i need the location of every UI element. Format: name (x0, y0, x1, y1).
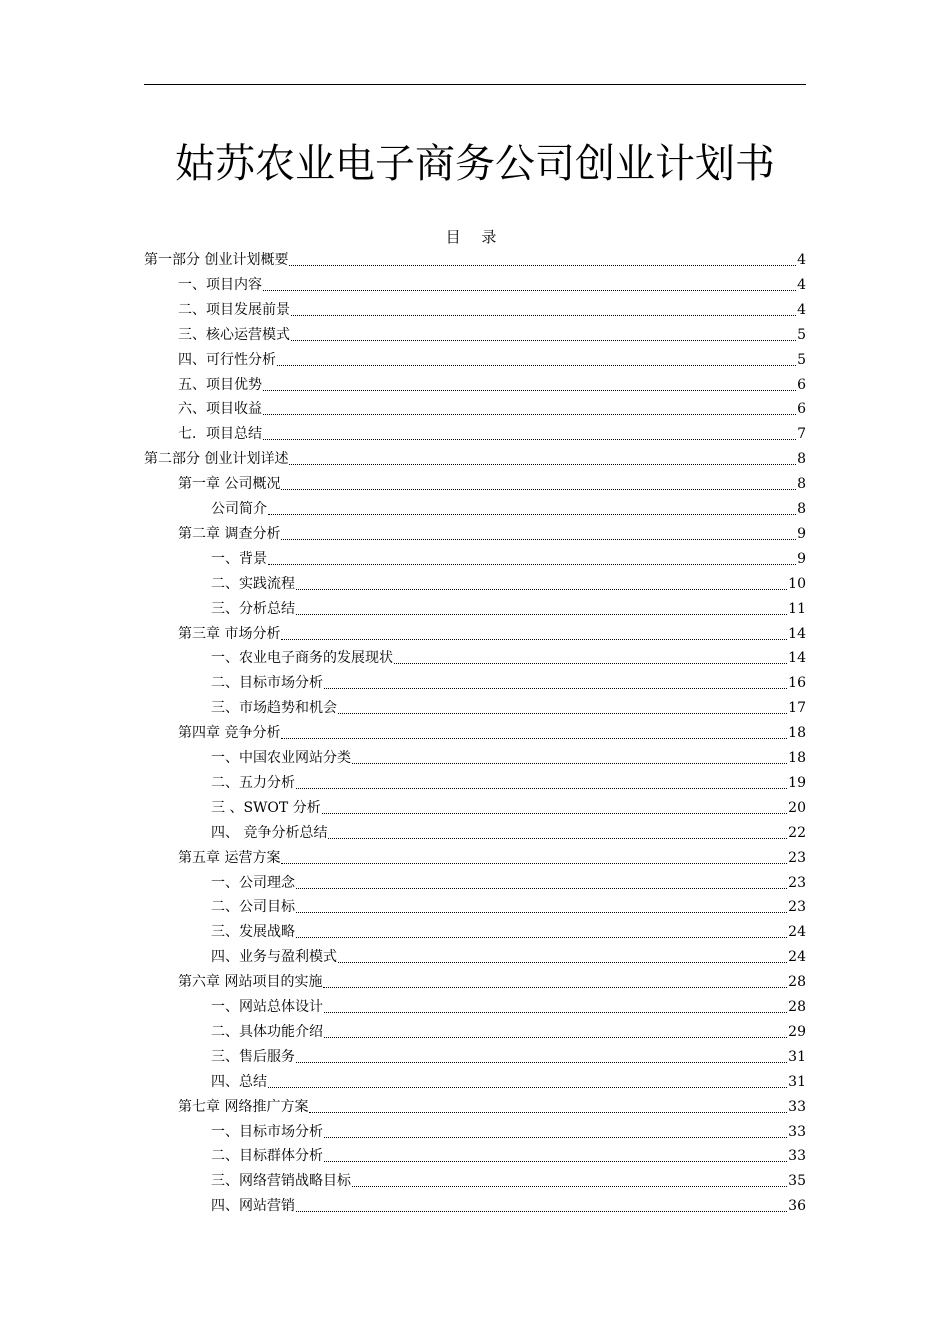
toc-dot-leader (268, 549, 796, 569)
toc-entry[interactable] (211, 599, 806, 619)
toc-dot-leader (281, 474, 796, 494)
toc-entry-page-number: 9 (797, 550, 806, 567)
toc-dot-leader (324, 997, 787, 1017)
toc-dot-leader (324, 1146, 787, 1166)
toc-entry-label: 二、具体功能介绍 (211, 1023, 323, 1040)
toc-entry-label: 第六章 网站项目的实施 (178, 974, 323, 991)
toc-entry-page-number: 8 (797, 476, 806, 493)
toc-dot-leader (352, 748, 787, 768)
toc-entry[interactable] (178, 300, 806, 320)
toc-entry[interactable] (211, 648, 806, 668)
toc-entry[interactable] (211, 748, 806, 768)
toc-entry-label: 第一部分 创业计划概要 (144, 252, 289, 268)
toc-dot-leader (324, 1122, 787, 1142)
toc-entry[interactable] (178, 723, 806, 743)
toc-entry-page-number: 29 (788, 1023, 806, 1040)
toc-entry-page-number: 28 (788, 974, 806, 991)
toc-entry-label: 第二章 调查分析 (178, 525, 281, 542)
toc-entry-label: 六、项目收益 (178, 401, 262, 418)
toc-entry-label: 第四章 竞争分析 (178, 725, 281, 742)
toc-entry-page-number: 4 (797, 301, 806, 318)
toc-entry-page-number: 4 (797, 252, 806, 268)
toc-entry-label: 第二部分 创业计划详述 (144, 451, 289, 468)
toc-heading: 目 录 (445, 228, 505, 246)
toc-dot-leader (281, 848, 787, 868)
toc-entry-label: 七．项目总结 (178, 426, 262, 443)
toc-entry[interactable] (178, 624, 806, 644)
toc-entry[interactable] (178, 1097, 806, 1117)
toc-dot-leader (291, 300, 796, 320)
toc-entry-page-number: 11 (788, 600, 806, 617)
toc-entry-page-number: 23 (788, 874, 806, 891)
toc-dot-leader (263, 399, 796, 419)
toc-entry[interactable] (211, 1047, 806, 1067)
toc-entry[interactable] (178, 524, 806, 544)
toc-entry-page-number: 33 (788, 1098, 806, 1115)
toc-dot-leader (296, 897, 787, 917)
toc-entry[interactable] (211, 1122, 806, 1142)
toc-entry[interactable] (211, 1072, 806, 1092)
toc-entry[interactable] (211, 1146, 806, 1166)
toc-entry-page-number: 9 (797, 525, 806, 542)
toc-entry[interactable] (178, 848, 806, 868)
toc-entry-label: 二、目标群体分析 (211, 1148, 323, 1165)
toc-entry[interactable] (211, 947, 806, 967)
toc-entry[interactable] (211, 873, 806, 893)
toc-dot-leader (309, 1097, 787, 1117)
toc-dot-leader (296, 873, 787, 893)
toc-entry-label: 第三章 市场分析 (178, 625, 281, 642)
toc-entry-page-number: 18 (788, 750, 806, 766)
toc-entry-page-number: 33 (788, 1123, 806, 1140)
toc-entry[interactable] (211, 922, 806, 942)
toc-entry-label: 三、发展战略 (211, 924, 295, 941)
toc-entry-label: 四、网站营销 (211, 1198, 295, 1215)
toc-entry-label: 一、中国农业网站分类 (211, 750, 351, 766)
toc-dot-leader (324, 1022, 787, 1042)
toc-dot-leader (296, 1047, 787, 1067)
toc-entry-label: 一、背景 (211, 550, 267, 567)
toc-dot-leader (394, 648, 787, 668)
toc-dot-leader (281, 723, 787, 743)
toc-entry-page-number: 31 (788, 1048, 806, 1065)
toc-entry[interactable] (211, 773, 806, 793)
toc-entry-page-number: 28 (788, 999, 806, 1015)
toc-entry-label: 二、实践流程 (211, 575, 295, 592)
toc-entry[interactable] (178, 972, 806, 992)
toc-entry-label: 二、公司目标 (211, 899, 295, 916)
toc-entry-page-number: 5 (797, 351, 806, 368)
toc-entry-page-number: 6 (797, 401, 806, 418)
toc-entry-page-number: 8 (797, 451, 806, 468)
toc-dot-leader (291, 325, 796, 345)
toc-entry-label: 三 、SWOT 分析 (211, 799, 321, 816)
toc-entry-label: 三、市场趋势和机会 (211, 700, 337, 717)
toc-dot-leader (352, 1171, 787, 1191)
toc-entry-label: 第五章 运营方案 (178, 849, 281, 866)
toc-entry-page-number: 4 (797, 276, 806, 293)
toc-entry-page-number: 16 (788, 675, 806, 692)
toc-entry[interactable] (211, 1196, 806, 1216)
toc-entry-label: 四、业务与盈利模式 (211, 949, 337, 966)
toc-entry-page-number: 14 (788, 625, 806, 642)
toc-dot-leader (263, 424, 796, 444)
toc-dot-leader (277, 350, 796, 370)
toc-entry-label: 三、核心运营模式 (178, 326, 290, 343)
toc-dot-leader (281, 624, 787, 644)
toc-entry-page-number: 14 (788, 650, 806, 667)
toc-dot-leader (263, 275, 796, 295)
toc-entry-page-number: 10 (788, 575, 806, 592)
toc-entry-label: 一、公司理念 (211, 874, 295, 891)
toc-entry-page-number: 17 (788, 700, 806, 717)
toc-dot-leader (338, 698, 787, 718)
toc-dot-leader (296, 599, 787, 619)
toc-dot-leader (296, 773, 787, 793)
toc-entry-page-number: 6 (797, 376, 806, 393)
toc-entry-page-number: 20 (788, 799, 806, 816)
toc-entry-label: 第一章 公司概况 (178, 476, 281, 493)
toc-dot-leader (289, 250, 796, 270)
toc-entry-page-number: 18 (788, 725, 806, 742)
toc-entry[interactable] (178, 350, 806, 370)
toc-entry-page-number: 22 (788, 824, 806, 841)
toc-entry[interactable] (211, 673, 806, 693)
toc-entry[interactable] (211, 997, 806, 1017)
toc-dot-leader (281, 524, 796, 544)
toc-entry[interactable] (211, 549, 806, 569)
toc-entry-label: 四、 竞争分析总结 (211, 824, 328, 841)
toc-dot-leader (322, 798, 787, 818)
toc-entry[interactable] (144, 250, 806, 270)
toc-entry-page-number: 23 (788, 899, 806, 916)
toc-dot-leader (328, 823, 787, 843)
toc-dot-leader (296, 574, 787, 594)
toc-entry-label: 二、五力分析 (211, 774, 295, 791)
toc-entry-page-number: 24 (788, 949, 806, 966)
toc-entry-page-number: 36 (788, 1198, 806, 1215)
toc-entry-page-number: 23 (788, 849, 806, 866)
toc-entry-page-number: 8 (797, 501, 806, 517)
toc-entry[interactable] (211, 823, 806, 843)
toc-dot-leader (338, 947, 787, 967)
toc-entry-label: 三、分析总结 (211, 600, 295, 617)
toc-dot-leader (296, 922, 787, 942)
toc-entry[interactable] (211, 1022, 806, 1042)
toc-entry-label: 二、项目发展前景 (178, 301, 290, 318)
toc-entry[interactable] (178, 375, 806, 395)
toc-entry-label: 五、项目优势 (178, 376, 262, 393)
toc-dot-leader (289, 449, 796, 469)
toc-entry[interactable] (211, 798, 806, 818)
toc-dot-leader (324, 673, 787, 693)
header-rule (144, 84, 806, 85)
toc-entry[interactable] (211, 698, 806, 718)
toc-dot-leader (268, 1072, 787, 1092)
toc-entry[interactable] (178, 424, 806, 444)
toc-entry[interactable] (178, 275, 806, 295)
toc-entry-page-number: 5 (797, 326, 806, 343)
toc-dot-leader (323, 972, 787, 992)
toc-entry[interactable] (178, 474, 806, 494)
toc-entry-page-number: 19 (788, 774, 806, 791)
toc-entry-label: 三、网络营销战略目标 (211, 1173, 351, 1190)
toc-dot-leader (263, 375, 796, 395)
toc-entry[interactable] (211, 499, 806, 519)
toc-entry[interactable] (211, 1171, 806, 1191)
toc-entry[interactable] (178, 399, 806, 419)
toc-entry-label: 公司简介 (211, 501, 267, 517)
toc-entry-label: 一、项目内容 (178, 276, 262, 293)
toc-entry-page-number: 35 (788, 1173, 806, 1190)
toc-entry-label: 一、农业电子商务的发展现状 (211, 650, 393, 667)
toc-entry-page-number: 33 (788, 1148, 806, 1165)
toc-entry-label: 一、目标市场分析 (211, 1123, 323, 1140)
toc-dot-leader (268, 499, 796, 519)
toc-entry-page-number: 24 (788, 924, 806, 941)
toc-entry[interactable] (144, 449, 806, 469)
toc-entry[interactable] (178, 325, 806, 345)
toc-entry[interactable] (211, 897, 806, 917)
toc-entry-page-number: 7 (797, 426, 806, 443)
toc-entry-label: 三、售后服务 (211, 1048, 295, 1065)
toc-entry[interactable] (211, 574, 806, 594)
toc-entry-label: 二、目标市场分析 (211, 675, 323, 692)
toc-entry-label: 第七章 网络推广方案 (178, 1098, 309, 1115)
toc-dot-leader (296, 1196, 787, 1216)
toc-entry-page-number: 31 (788, 1073, 806, 1090)
toc-entry-label: 四、总结 (211, 1073, 267, 1090)
toc-entry-label: 四、可行性分析 (178, 351, 276, 368)
toc-entry-label: 一、网站总体设计 (211, 999, 323, 1015)
document-title: 姑苏农业电子商务公司创业计划书 (175, 141, 775, 187)
